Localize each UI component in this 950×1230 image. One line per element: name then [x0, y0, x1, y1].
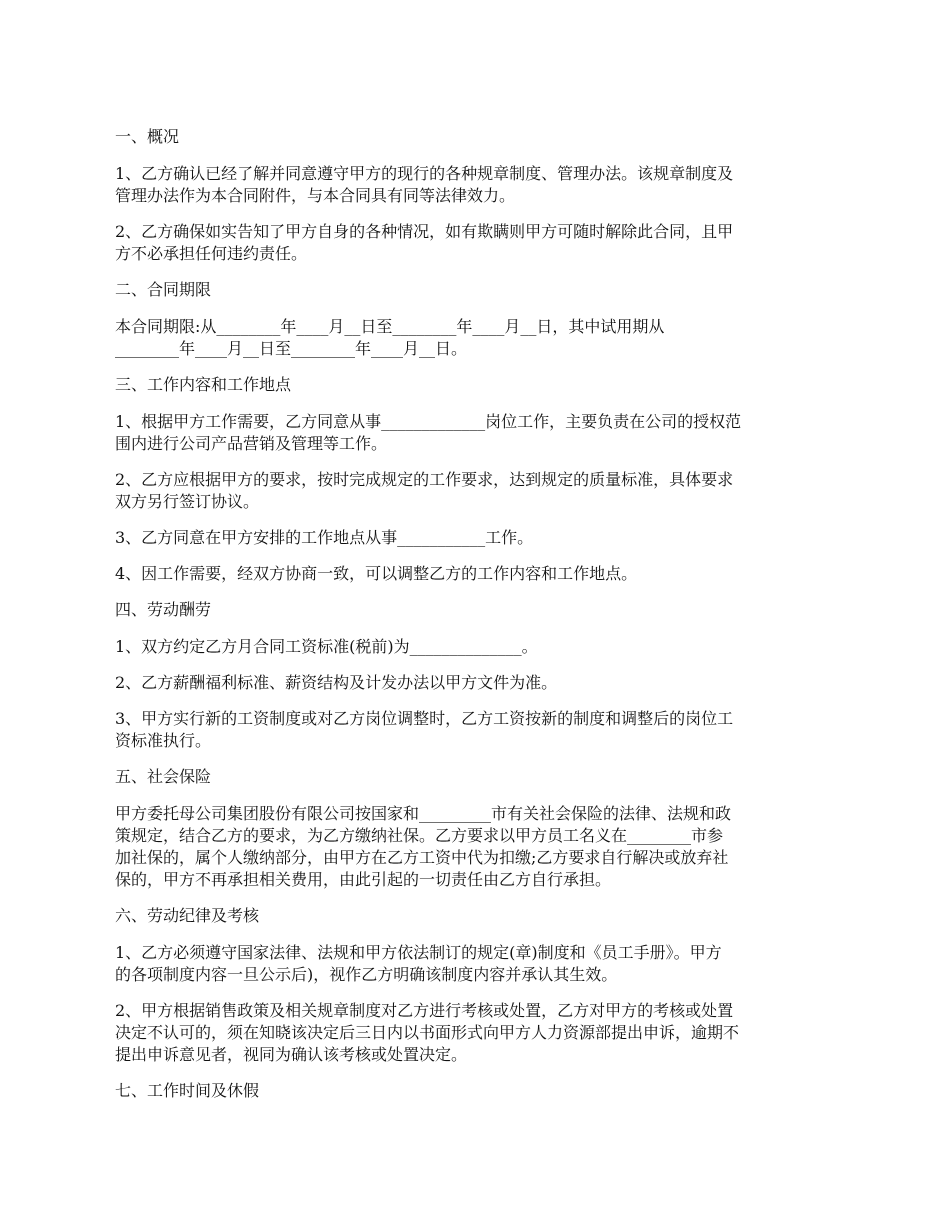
paragraph-line: ________年____月__日至________年____月__日。: [115, 339, 468, 358]
paragraph-line: 本合同期限:从________年____月__日至________年____月__日，其中试用期从: [115, 317, 665, 336]
paragraph-line: 策规定，结合乙方的要求，为乙方缴纳社保。乙方要求以甲方员工名义在________市参: [115, 826, 724, 845]
paragraph-line: 4、因工作需要，经双方协商一致，可以调整乙方的工作内容和工作地点。: [115, 564, 638, 583]
paragraph-line: 1、根据甲方工作需要，乙方同意从事_____________岗位工作，主要负责在公司的授权范: [115, 412, 742, 431]
paragraph-line: 方不必承担任何违约责任。: [115, 244, 308, 263]
paragraph-line: 的各项制度内容一旦公示后)，视作乙方明确该制度内容并承认其生效。: [115, 965, 618, 984]
paragraph: [115, 527, 845, 549]
paragraph: [115, 163, 845, 207]
paragraph: [115, 672, 845, 694]
paragraph-line: 3、甲方实行新的工资制度或对乙方岗位调整时，乙方工资按新的制度和调整后的岗位工: [115, 709, 734, 728]
paragraph-line: 围内进行公司产品营销及管理等工作。: [115, 434, 388, 453]
paragraph: [115, 942, 845, 986]
paragraph-line: 管理办法作为本合同附件，与本合同具有同等法律效力。: [115, 186, 516, 205]
section-heading: 三、工作内容和工作地点: [115, 375, 292, 394]
section-heading: 二、合同期限: [115, 280, 212, 299]
section-heading: 七、工作时间及休假: [115, 1081, 260, 1100]
document-page: [115, 126, 845, 1117]
paragraph-line: 2、乙方确保如实告知了甲方自身的各种情况，如有欺瞒则甲方可随时解除此合同，且甲: [115, 222, 734, 241]
paragraph-line: 保的，甲方不再承担相关费用，由此引起的一切责任由乙方自行承担。: [115, 870, 612, 889]
paragraph-line: 3、乙方同意在甲方安排的工作地点从事___________工作。: [115, 528, 534, 547]
paragraph-line: 2、乙方应根据甲方的要求，按时完成规定的工作要求，达到规定的质量标准，具体要求: [115, 470, 734, 489]
paragraph: [115, 411, 845, 455]
paragraph: [115, 708, 845, 752]
paragraph-line: 2、乙方薪酬福利标准、薪资结构及计发办法以甲方文件为准。: [115, 673, 558, 692]
section-heading: 一、概况: [115, 127, 180, 146]
paragraph: [115, 1000, 845, 1066]
paragraph: [115, 469, 845, 513]
section-heading: 五、社会保险: [115, 767, 212, 786]
paragraph: [115, 636, 845, 658]
paragraph: [115, 563, 845, 585]
paragraph-line: 加社保的，属个人缴纳部分，由甲方在乙方工资中代为扣缴;乙方要求自行解决或放弃社: [115, 848, 729, 867]
paragraph-line: 1、乙方确认已经了解并同意遵守甲方的现行的各种规章制度、管理办法。该规章制度及: [115, 164, 734, 183]
paragraph: [115, 221, 845, 265]
paragraph-line: 1、双方约定乙方月合同工资标准(税前)为______________。: [115, 637, 538, 656]
section-heading: 六、劳动纪律及考核: [115, 906, 260, 925]
paragraph-line: 甲方委托母公司集团股份有限公司按国家和_________市有关社会保险的法律、法规和政: [115, 804, 732, 823]
paragraph-line: 决定不认可的，须在知晓该决定后三日内以书面形式向甲方人力资源部提出申诉，逾期不: [115, 1023, 740, 1042]
paragraph: [115, 803, 845, 891]
paragraph: [115, 316, 845, 360]
paragraph-line: 2、甲方根据销售政策及相关规章制度对乙方进行考核或处置，乙方对甲方的考核或处置: [115, 1001, 734, 1020]
paragraph-line: 双方另行签订协议。: [115, 492, 260, 511]
paragraph-line: 提出申诉意见者，视同为确认该考核或处置决定。: [115, 1045, 468, 1064]
paragraph-line: 资标准执行。: [115, 731, 212, 750]
section-heading: 四、劳动酬劳: [115, 600, 212, 619]
paragraph-line: 1、乙方必须遵守国家法律、法规和甲方依法制订的规定(章)制度和《员工手册》。甲方: [115, 943, 722, 962]
